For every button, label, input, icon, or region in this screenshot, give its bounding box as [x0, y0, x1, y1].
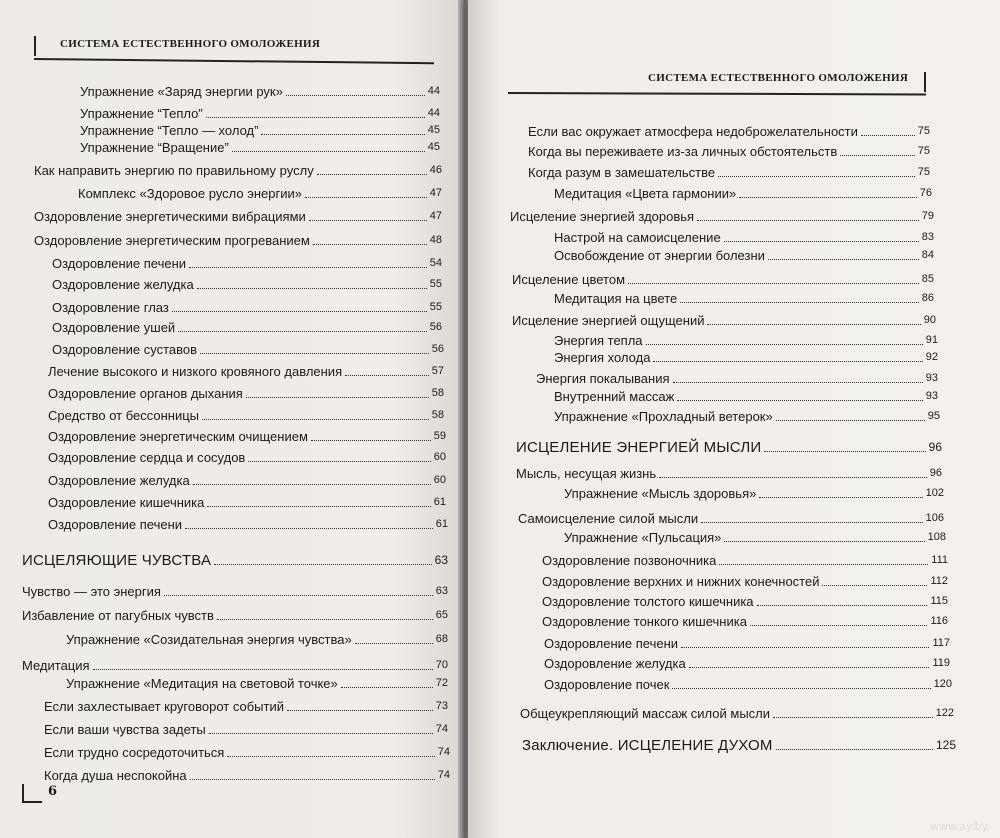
toc-entry-title: Медитация — [22, 658, 90, 673]
toc-entry — [516, 466, 942, 481]
toc-entry — [66, 676, 448, 691]
toc-entry — [528, 124, 930, 139]
dot-leader — [724, 541, 924, 542]
toc-entry-page: 60 — [433, 474, 446, 486]
toc-entry-title: Оздоровление печени — [544, 636, 679, 651]
dot-leader — [764, 451, 925, 452]
toc-entry — [34, 233, 442, 248]
dot-leader — [287, 710, 433, 711]
dot-leader — [677, 400, 922, 401]
toc-entry-page: 122 — [935, 707, 954, 719]
toc-entry-page: 58 — [431, 387, 444, 399]
running-head-right: СИСТЕМА ЕСТЕСТВЕННОГО ОМОЛОЖЕНИЯ — [648, 72, 909, 84]
toc-entry-page: 48 — [429, 234, 442, 246]
dot-leader — [164, 595, 433, 596]
toc-entry — [528, 144, 930, 159]
left-header-rule-horizontal — [34, 58, 434, 64]
toc-entry-page: 117 — [932, 637, 950, 649]
toc-entry-page: 76 — [919, 187, 932, 199]
toc-entry-title: Упражнение «Созидательная энергия чувства» — [66, 632, 352, 647]
toc-entry — [80, 123, 440, 138]
dot-leader — [305, 197, 427, 198]
dot-leader — [341, 687, 433, 688]
toc-entry — [48, 450, 446, 465]
dot-leader — [680, 302, 919, 303]
toc-entry — [48, 429, 446, 444]
toc-entry-title: Энергия покалывания — [536, 371, 670, 386]
toc-entry-title: Оздоровление суставов — [52, 342, 198, 357]
toc-entry-title: Настрой на самоисцеление — [554, 230, 721, 245]
toc-entry-title: Оздоровление тонкого кишечника — [542, 614, 747, 629]
toc-entry-title: ИСЦЕЛЯЮЩИЕ ЧУВСТВА — [22, 552, 212, 569]
dot-leader — [689, 667, 930, 668]
dot-leader — [246, 397, 429, 398]
toc-entry-title: Заключение. ИСЦЕЛЕНИЕ ДУХОМ — [522, 737, 773, 754]
toc-entry-page: 60 — [433, 451, 446, 463]
toc-entry-page: 96 — [929, 467, 942, 479]
toc-entry-page: 56 — [431, 343, 444, 355]
dot-leader — [672, 688, 930, 689]
dot-leader — [193, 484, 431, 485]
toc-entry-title: Оздоровление толстого кишечника — [542, 594, 754, 609]
toc-entry — [518, 511, 944, 526]
toc-entry-page: 54 — [429, 257, 442, 269]
toc-entry-title: Упражнение «Заряд энергии рук» — [80, 84, 283, 99]
dot-leader — [248, 461, 430, 462]
dot-leader — [207, 506, 430, 507]
toc-entry — [44, 699, 448, 714]
dot-leader — [172, 311, 427, 312]
dot-leader — [701, 522, 923, 523]
dot-leader — [773, 717, 933, 718]
toc-entry-page: 65 — [435, 609, 448, 621]
toc-entry-page: 70 — [435, 659, 448, 671]
toc-entry — [554, 230, 934, 245]
toc-entry-page: 102 — [925, 487, 944, 499]
dot-leader — [214, 564, 431, 565]
toc-entry-page: 45 — [427, 141, 440, 153]
dot-leader — [202, 419, 429, 420]
toc-entry-page: 91 — [925, 334, 938, 346]
toc-entry-page: 74 — [437, 769, 450, 781]
toc-entry-page: 47 — [429, 187, 442, 199]
toc-entry-page: 74 — [437, 746, 450, 758]
dot-leader — [776, 749, 933, 750]
toc-entry-page: 47 — [429, 210, 442, 222]
toc-entry-page: 119 — [932, 657, 950, 669]
toc-entry-page: 92 — [925, 351, 938, 363]
toc-entry — [44, 745, 450, 760]
dot-leader — [227, 756, 434, 757]
dot-leader — [646, 344, 923, 345]
dot-leader — [178, 331, 427, 332]
toc-entry — [34, 163, 442, 178]
toc-entry-title: Оздоровление энергетическими вибрациями — [34, 209, 306, 224]
right-header-rule-vertical — [924, 72, 926, 92]
dot-leader — [724, 241, 919, 242]
dot-leader — [217, 619, 433, 620]
toc-entry-page: 56 — [429, 321, 442, 333]
dot-leader — [189, 267, 427, 268]
toc-entry-page: 75 — [917, 125, 930, 137]
toc-entry — [22, 608, 448, 623]
dot-leader — [707, 324, 920, 325]
dot-leader — [232, 151, 425, 152]
toc-entry-title: Упражнение «Мысль здоровья» — [564, 486, 757, 501]
dot-leader — [768, 259, 919, 260]
dot-leader — [261, 134, 424, 135]
toc-entry-page: 55 — [429, 278, 442, 290]
toc-entry-page: 120 — [933, 678, 952, 690]
toc-entry-title: Упражнение “Тепло” — [80, 106, 203, 121]
toc-entry-page: 46 — [429, 164, 442, 176]
toc-entry-title: Если захлестывает круговорот событий — [44, 699, 284, 714]
toc-entry-page: 74 — [435, 723, 448, 735]
toc-entry-title: Оздоровление печени — [48, 517, 183, 532]
toc-entry-title: Средство от бессонницы — [48, 408, 200, 423]
left-footer-rule-vertical — [22, 784, 24, 802]
toc-entry-title: Оздоровление ушей — [52, 320, 176, 335]
toc-entry-title: Освобождение от энергии болезни — [554, 248, 765, 263]
toc-entry-page: 85 — [921, 273, 934, 285]
toc-entry-page: 79 — [921, 210, 934, 222]
dot-leader — [185, 528, 433, 529]
toc-entry-title: Упражнение “Вращение” — [80, 140, 229, 155]
dot-leader — [673, 382, 923, 383]
toc-entry-page: 75 — [917, 145, 930, 157]
toc-entry-title: ИСЦЕЛЕНИЕ ЭНЕРГИЕЙ МЫСЛИ — [516, 439, 762, 456]
toc-entry-title: Избавление от пагубных чувств — [22, 608, 214, 623]
toc-entry-page: 116 — [930, 615, 948, 627]
dot-leader — [628, 283, 919, 284]
toc-entry-title: Оздоровление органов дыхания — [48, 386, 243, 401]
toc-entry-page: 59 — [433, 430, 446, 442]
toc-entry — [542, 553, 948, 568]
toc-entry — [542, 574, 948, 589]
toc-entry — [22, 584, 448, 599]
toc-chapter-entry — [522, 738, 956, 753]
dot-leader — [759, 497, 922, 498]
toc-entry-title: Оздоровление верхних и нижних конечностей — [542, 574, 820, 589]
toc-entry-title: Если ваши чувства задеты — [44, 722, 206, 737]
toc-entry-page: 90 — [923, 314, 936, 326]
dot-leader — [757, 605, 928, 606]
toc-entry-title: Если трудно сосредоточиться — [44, 745, 225, 760]
toc-entry-title: Энергия тепла — [554, 333, 643, 348]
toc-entry-title: Медитация «Цвета гармонии» — [554, 186, 737, 201]
toc-entry-title: Оздоровление желудка — [48, 473, 190, 488]
dot-leader — [93, 669, 433, 670]
toc-entry-page: 55 — [429, 301, 442, 313]
toc-entry-page: 63 — [435, 585, 448, 597]
toc-entry — [554, 389, 938, 404]
left-page — [0, 0, 462, 838]
toc-entry — [554, 333, 938, 348]
dot-leader — [190, 779, 435, 780]
toc-entry-page: 108 — [927, 531, 946, 543]
dot-leader — [719, 564, 928, 565]
toc-entry-page: 61 — [433, 496, 446, 508]
toc-entry-title: Оздоровление кишечника — [48, 495, 205, 510]
toc-entry-title: Медитация на цвете — [554, 291, 678, 306]
dot-leader — [776, 420, 925, 421]
toc-entry — [512, 313, 936, 328]
right-header-rule-horizontal — [508, 92, 926, 95]
toc-entry-page: 57 — [431, 365, 444, 377]
dot-leader — [197, 288, 427, 289]
toc-entry — [544, 677, 952, 692]
dot-leader — [653, 361, 922, 362]
dot-leader — [200, 353, 429, 354]
toc-entry — [544, 636, 950, 651]
dot-leader — [313, 244, 427, 245]
toc-entry — [564, 486, 944, 501]
toc-entry-title: Исцеление энергией здоровья — [510, 209, 695, 224]
toc-entry — [52, 256, 442, 271]
toc-entry-title: Упражнение «Медитация на световой точке» — [66, 676, 338, 691]
toc-entry — [52, 300, 442, 315]
toc-entry-title: Исцеление цветом — [512, 272, 626, 287]
toc-entry — [512, 272, 934, 287]
toc-entry — [542, 614, 948, 629]
toc-entry-title: Самоисцеление силой мысли — [518, 511, 699, 526]
toc-entry — [22, 658, 448, 673]
toc-entry — [564, 530, 946, 545]
toc-entry — [80, 84, 440, 99]
toc-entry-title: Мысль, несущая жизнь — [516, 466, 657, 481]
dot-leader — [718, 176, 915, 177]
toc-entry-page: 44 — [427, 107, 440, 119]
dot-leader — [659, 477, 927, 478]
dot-leader — [317, 174, 427, 175]
dot-leader — [681, 647, 929, 648]
toc-entry — [520, 706, 954, 721]
toc-entry — [554, 186, 932, 201]
toc-entry-page: 111 — [931, 554, 948, 566]
right-page — [468, 0, 1000, 838]
toc-entry-page: 84 — [921, 249, 934, 261]
toc-entry-title: Когда вы переживаете из-за личных обстоятельств — [528, 144, 838, 159]
toc-entry — [52, 277, 442, 292]
toc-entry-title: Исцеление энергией ощущений — [512, 313, 705, 328]
toc-entry-page: 75 — [917, 166, 930, 178]
toc-entry-title: Оздоровление почек — [544, 677, 670, 692]
toc-entry-title: Оздоровление сердца и сосудов — [48, 450, 246, 465]
toc-entry-title: Упражнение “Тепло — холод” — [80, 123, 259, 138]
toc-entry-title: Оздоровление желудка — [544, 656, 686, 671]
dot-leader — [739, 197, 917, 198]
toc-entry-title: Когда душа неспокойна — [44, 768, 187, 783]
toc-entry-page: 86 — [921, 292, 934, 304]
toc-entry-title: Оздоровление энергетическим прогреванием — [34, 233, 310, 248]
toc-entry-page: 58 — [431, 409, 444, 421]
toc-entry-page: 106 — [925, 512, 944, 524]
toc-entry — [510, 209, 934, 224]
toc-entry — [536, 371, 938, 386]
toc-entry — [48, 517, 448, 532]
dot-leader — [750, 625, 928, 626]
toc-entry — [554, 248, 934, 263]
toc-entry — [66, 632, 448, 647]
dot-leader — [345, 375, 429, 376]
toc-entry-title: Как направить энергию по правильному руслу — [34, 163, 314, 178]
toc-entry — [554, 350, 938, 365]
left-header-rule-vertical — [34, 36, 36, 56]
left-footer-rule-horizontal — [22, 801, 42, 803]
toc-entry-title: Оздоровление печени — [52, 256, 187, 271]
toc-entry — [48, 473, 446, 488]
dot-leader — [840, 155, 914, 156]
dot-leader — [286, 95, 425, 96]
toc-entry-page: 73 — [435, 700, 448, 712]
toc-entry — [34, 209, 442, 224]
page-number: 6 — [48, 784, 58, 799]
watermark: www.ay.by — [930, 820, 989, 833]
toc-entry — [48, 495, 446, 510]
toc-entry-title: Оздоровление энергетическим очищением — [48, 429, 308, 444]
toc-entry — [544, 656, 950, 671]
toc-entry-page: 68 — [435, 633, 448, 645]
dot-leader — [311, 440, 431, 441]
toc-entry-title: Оздоровление желудка — [52, 277, 194, 292]
dot-leader — [861, 135, 915, 136]
toc-entry — [554, 291, 934, 306]
toc-entry-page: 112 — [930, 575, 948, 587]
toc-entry — [48, 408, 444, 423]
toc-entry — [44, 722, 448, 737]
toc-entry-page: 61 — [435, 518, 448, 530]
toc-entry — [52, 320, 442, 335]
toc-entry — [80, 106, 440, 121]
toc-chapter-entry — [516, 440, 942, 455]
dot-leader — [209, 733, 433, 734]
toc-entry-page: 83 — [921, 231, 934, 243]
toc-entry-page: 63 — [434, 553, 448, 567]
toc-entry — [44, 768, 450, 783]
running-head-left: СИСТЕМА ЕСТЕСТВЕННОГО ОМОЛОЖЕНИЯ — [60, 38, 321, 50]
dot-leader — [697, 220, 919, 221]
toc-entry-page: 44 — [427, 85, 440, 97]
toc-entry — [554, 409, 940, 424]
toc-entry — [48, 364, 444, 379]
dot-leader — [822, 585, 927, 586]
toc-entry-title: Внутренний массаж — [554, 389, 675, 404]
toc-entry-title: Упражнение «Пульсация» — [564, 530, 722, 545]
toc-entry-page: 95 — [927, 410, 940, 422]
toc-entry — [48, 386, 444, 401]
dot-leader — [309, 220, 427, 221]
toc-entry-title: Лечение высокого и низкого кровяного давления — [48, 364, 343, 379]
toc-entry-title: Упражнение «Прохладный ветерок» — [554, 409, 773, 424]
dot-leader — [206, 117, 425, 118]
toc-entry — [80, 140, 440, 155]
toc-chapter-entry — [22, 553, 448, 568]
toc-entry-title: Энергия холода — [554, 350, 651, 365]
toc-entry-title: Когда разум в замешательстве — [528, 165, 716, 180]
toc-entry-title: Оздоровление позвоночника — [542, 553, 717, 568]
toc-entry-page: 93 — [925, 390, 938, 402]
dot-leader — [355, 643, 433, 644]
toc-entry-title: Комплекс «Здоровое русло энергии» — [78, 186, 303, 201]
toc-entry — [542, 594, 948, 609]
toc-entry-page: 115 — [930, 595, 948, 607]
toc-entry-page: 93 — [925, 372, 938, 384]
toc-entry-title: Общеукрепляющий массаж силой мысли — [520, 706, 771, 721]
toc-entry-page: 45 — [427, 124, 440, 136]
toc-entry-title: Оздоровление глаз — [52, 300, 169, 315]
toc-entry — [528, 165, 930, 180]
toc-entry-page: 72 — [435, 677, 448, 689]
toc-entry — [52, 342, 444, 357]
toc-entry-page: 96 — [928, 440, 942, 454]
toc-entry — [78, 186, 442, 201]
toc-entry-page: 125 — [935, 738, 956, 752]
toc-entry-title: Чувство — это энергия — [22, 584, 161, 599]
toc-entry-title: Если вас окружает атмосфера недоброжелательности — [528, 124, 858, 139]
